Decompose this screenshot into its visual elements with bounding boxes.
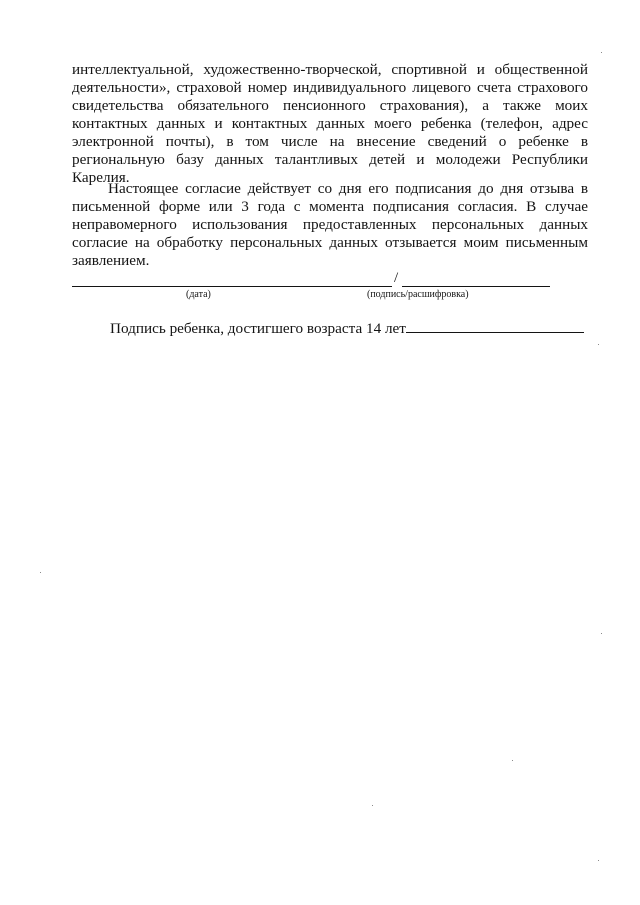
consent-validity-text: Настоящее согласие действует со дня его подписания до дня отзыва в письменной форме или 3 года с момента подписания согласия. В случае неправомерного использования предоставленных персональных данных согласие на обработку персональных данных отзывается моим письменным заявлением. (72, 180, 588, 269)
consent-paragraph-continuation: интеллектуальной, художественно-творческой, спортивной и общественной деятельности», страховой номер индивидуального лицевого счета страхового свидетельства обязательного пенсионного страхования), а также моих контактных данных и контактных данных моего ребенка (телефон, адрес электронной почты), в том числе на внесение сведений о ребенке в региональную базу данных талантливых детей и молодежи Республики Карелия. (72, 61, 588, 186)
signature-caption: (подпись/расшифровка) (367, 289, 469, 300)
name-transcription-line[interactable] (402, 286, 550, 287)
scan-speck (601, 52, 602, 53)
signature-separator: / (394, 270, 399, 286)
scan-speck (601, 633, 602, 634)
child-signature-label: Подпись ребенка, достигшего возраста 14 лет (110, 320, 406, 337)
scan-speck (598, 344, 599, 345)
date-caption: (дата) (186, 289, 211, 300)
scan-speck (40, 572, 41, 573)
scan-speck (512, 760, 513, 761)
consent-validity-paragraph (72, 180, 588, 270)
child-signature-line[interactable] (406, 318, 584, 333)
date-signature-line[interactable] (72, 286, 392, 287)
child-signature-row (110, 318, 584, 338)
signature-row (72, 270, 552, 290)
scan-speck (598, 860, 599, 861)
scan-speck (372, 805, 373, 806)
